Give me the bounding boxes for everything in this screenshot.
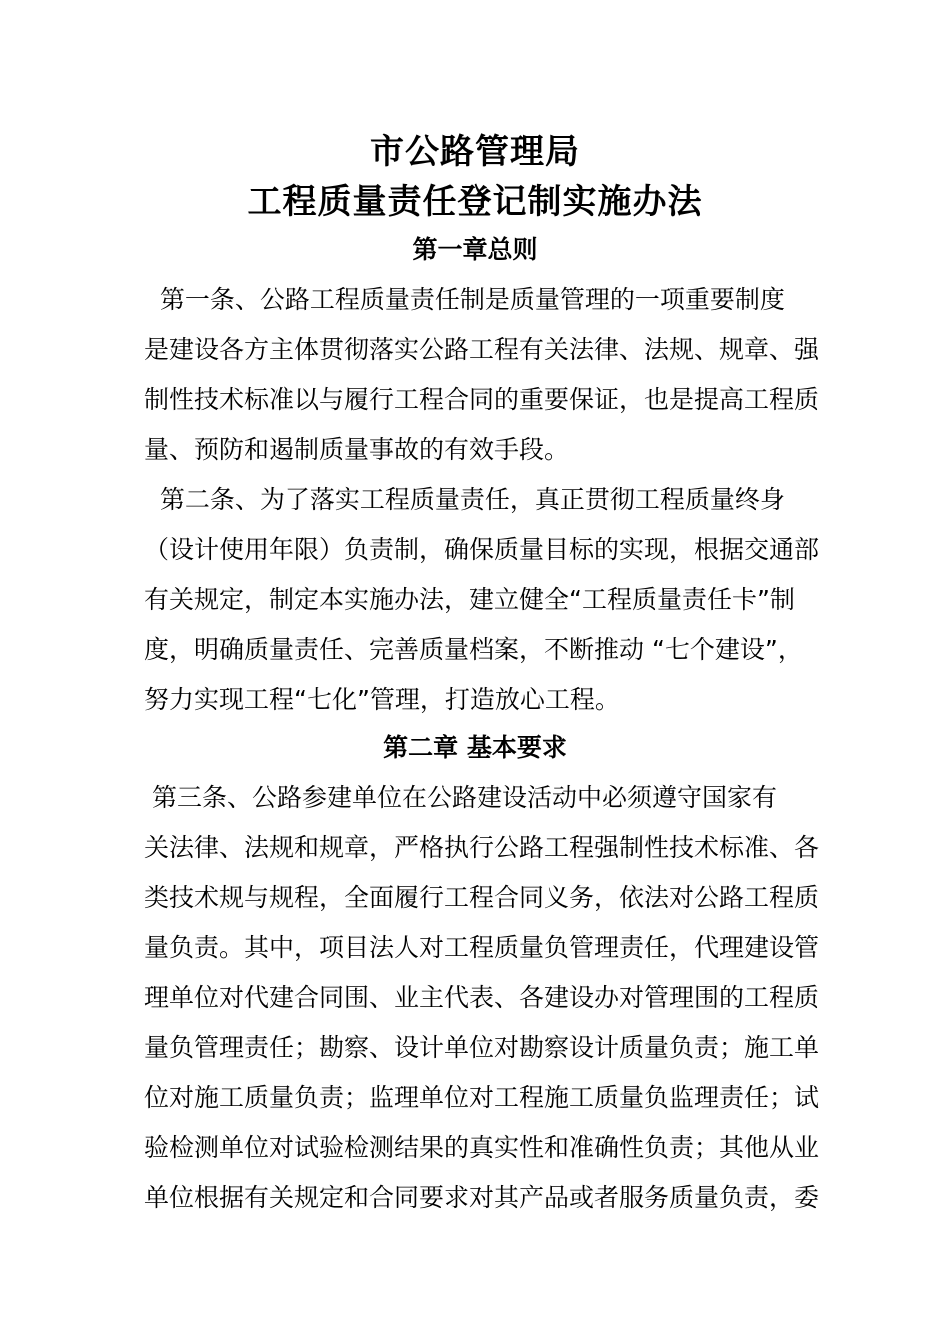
chapter2-heading: 第二章 基本要求 xyxy=(383,733,567,762)
chapter2-text-line: 量负管理责任；勘察、设计单位对勘察设计质量负责；施工单 xyxy=(144,1033,820,1062)
chapter1-text-line: 有关规定，制定本实施办法，建立健全“工程质量责任卡”制 xyxy=(144,585,795,614)
chapter2-text-line: 第三条、公路参建单位在公路建设活动中必须遵守国家有 xyxy=(144,783,777,812)
document-title-line2: 工程质量责任登记制实施办法 xyxy=(247,182,703,222)
chapter1-text-line: 度，明确质量责任、完善质量档案，不断推动 “七个建设”， xyxy=(144,635,803,664)
chapter1-text-line: 制性技术标准以与履行工程合同的重要保证，也是提高工程质 xyxy=(144,385,820,414)
chapter1-text-line: 第一条、公路工程质量责任制是质量管理的一项重要制度 xyxy=(144,285,785,314)
chapter2-text-line: 理单位对代建合同围、业主代表、各建设办对管理围的工程质 xyxy=(144,983,820,1012)
document-title-line1: 市公路管理局 xyxy=(370,132,580,172)
chapter2-text-line: 单位根据有关规定和合同要求对其产品或者服务质量负责，委 xyxy=(144,1183,820,1212)
chapter2-text-line: 位对施工质量负责；监理单位对工程施工质量负监理责任；试 xyxy=(144,1083,820,1112)
chapter1-text-line: 努力实现工程“七化”管理，打造放心工程。 xyxy=(144,685,620,714)
chapter1-text-line: 量、预防和遏制质量事故的有效手段。 xyxy=(144,435,570,464)
chapter1-text-line: （设计使用年限）负责制，确保质量目标的实现，根据交通部 xyxy=(144,535,820,564)
chapter2-text-line: 验检测单位对试验检测结果的真实性和准确性负责；其他从业 xyxy=(144,1133,820,1162)
chapter2-text-line: 量负责。其中，项目法人对工程质量负管理责任，代理建设管 xyxy=(144,933,820,962)
chapter2-text-line: 类技术规与规程，全面履行工程合同义务，依法对公路工程质 xyxy=(144,883,820,912)
chapter1-text-line: 是建设各方主体贯彻落实公路工程有关法律、法规、规章、强 xyxy=(144,335,820,364)
chapter2-text-line: 关法律、法规和规章，严格执行公路工程强制性技术标准、各 xyxy=(144,833,820,862)
chapter1-heading: 第一章总则 xyxy=(412,235,538,264)
chapter1-text-line: 第二条、为了落实工程质量责任，真正贯彻工程质量终身 xyxy=(144,485,785,514)
